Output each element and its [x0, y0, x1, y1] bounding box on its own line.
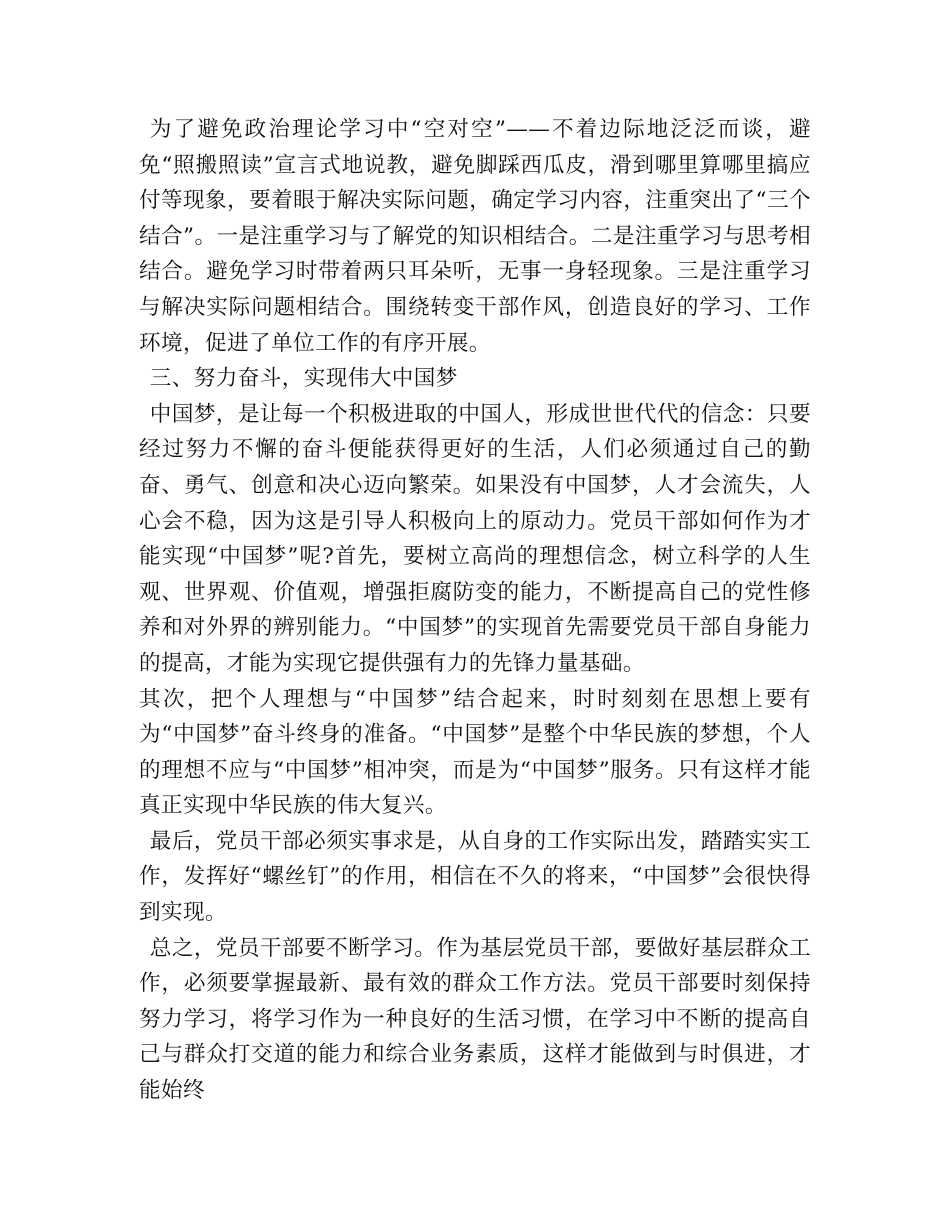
document-body — [139, 112, 811, 1109]
paragraph-finally: 最后，党员干部必须实事求是，从自身的工作实际出发，踏踏实实工作，发挥好“螺丝钉”的作用，相信在不久的将来，“中国梦”会很快得到实现。 — [139, 828, 811, 926]
paragraph-study-methods: 为了避免政治理论学习中“空对空”——不着边际地泛泛而谈，避免“照搬照读”宣言式地说教，避免脚踩西瓜皮，滑到哪里算哪里搞应付等现象，要着眼于解决实际问题，确定学习内容，注重突出了“三个结合”。一是注重学习与了解党的知识相结合。二是注重学习与思考相结合。避免学习时带着两只耳朵听，无事一身轻现象。三是注重学习与解决实际问题相结合。围绕转变干部作风，创造良好的学习、工作环境，促进了单位工作的有序开展。 — [139, 117, 811, 356]
paragraph-in-summary: 总之，党员干部要不断学习。作为基层党员干部，要做好基层群众工作，必须要掌握最新、最有效的群众工作方法。党员干部要时刻保持努力学习，将学习作为一种良好的生活习惯，在学习中不断的提高自己与群众打交道的能力和综合业务素质，这样才能做到与时俱进，才能始终 — [139, 935, 811, 1104]
section-heading-three: 三、努力奋斗，实现伟大中国梦 — [149, 366, 458, 392]
paragraph-secondly: 其次，把个人理想与“中国梦”结合起来，时时刻刻在思想上要有为“中国梦”奋斗终身的准备。“中国梦”是整个中华民族的梦想，个人的理想不应与“中国梦”相冲突，而是为“中国梦”服务。只有这样才能真正实现中华民族的伟大复兴。 — [139, 686, 811, 819]
paragraph-china-dream: 中国梦，是让每一个积极进取的中国人，形成世世代代的信念：只要经过努力不懈的奋斗便能获得更好的生活，人们必须通过自己的勤奋、勇气、创意和决心迈向繁荣。如果没有中国梦，人才会流失，人心会不稳，因为这是引导人积极向上的原动力。党员干部如何作为才能实现“中国梦”呢?首先，要树立高尚的理想信念，树立科学的人生观、世界观、价值观，增强拒腐防变的能力，不断提高自己的党性修养和对外界的辨别能力。“中国梦”的实现首先需要党员干部自身能力的提高，才能为实现它提供强有力的先锋力量基础。 — [139, 401, 811, 676]
